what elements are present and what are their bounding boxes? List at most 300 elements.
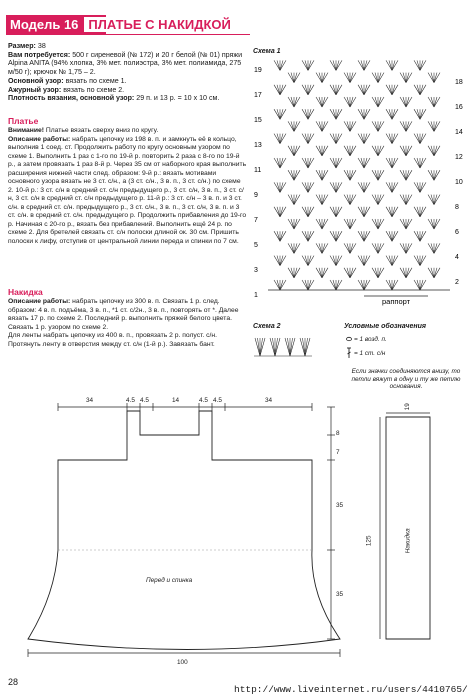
dc-stitch xyxy=(420,158,423,168)
dc-stitch xyxy=(406,219,412,229)
dc-stitch xyxy=(305,256,308,266)
dc-stitch xyxy=(305,207,308,217)
dc-stitch xyxy=(274,60,280,70)
dc-stitch xyxy=(316,73,322,83)
dc-stitch xyxy=(305,134,308,144)
dc-stitch xyxy=(291,243,294,253)
dc-stitch xyxy=(428,195,434,205)
dc-stitch xyxy=(308,207,311,217)
dc-stitch xyxy=(389,109,392,119)
pattern2-value: вязать по схеме 2. xyxy=(63,85,125,94)
dc-stitch xyxy=(392,158,398,168)
size-value: 38 xyxy=(37,42,46,50)
dc-stitch xyxy=(350,243,356,253)
dc-stitch xyxy=(280,109,283,119)
dc-stitch xyxy=(344,243,350,253)
dc-stitch xyxy=(406,146,412,156)
dc-stitch xyxy=(406,219,409,229)
dc-stitch xyxy=(431,97,434,107)
dc-stitch xyxy=(294,195,300,205)
dc-stitch xyxy=(308,231,311,241)
row-number: 1 xyxy=(254,292,258,299)
dc-stitch xyxy=(274,207,280,217)
dc-stitch xyxy=(434,195,437,205)
dc-stitch xyxy=(350,268,356,278)
dc-stitch xyxy=(316,170,322,180)
dim-right-35-b: 35 xyxy=(336,591,344,598)
dc-stitch xyxy=(280,85,283,95)
dc-stitch xyxy=(358,256,364,266)
scheme2-stitch xyxy=(305,338,310,356)
dc-stitch xyxy=(434,97,440,107)
dc-stitch xyxy=(288,219,294,229)
density-label: Плотность вязания, основной узор: xyxy=(8,94,135,103)
dc-stitch xyxy=(336,85,339,95)
dc-stitch xyxy=(277,134,280,144)
scheme1-repeat-label: раппорт xyxy=(382,297,411,306)
dc-stitch xyxy=(392,134,395,144)
dc-stitch xyxy=(414,207,420,217)
dc-stitch xyxy=(386,207,392,217)
dc-stitch xyxy=(392,207,398,217)
dc-stitch xyxy=(392,109,395,119)
dc-stitch xyxy=(406,121,409,131)
dc-stitch xyxy=(361,109,364,119)
dc-stitch xyxy=(294,146,300,156)
model-title: ПЛАТЬЕ С НАКИДКОЙ xyxy=(84,17,234,32)
dc-stitch xyxy=(434,219,437,229)
dc-stitch xyxy=(417,182,420,192)
dc-stitch xyxy=(375,121,378,131)
scheme2-stitch xyxy=(260,338,263,356)
dc-stitch xyxy=(308,134,311,144)
dc-stitch xyxy=(308,85,311,95)
dc-stitch xyxy=(322,73,325,83)
dc-stitch xyxy=(322,146,325,156)
dc-stitch xyxy=(330,182,336,192)
cape-tie: Для ленты набрать цепочку из 400 в. п., провязать 2 р. полуст. с/н. Протянуть ленту в отверстия между ст. с/н (1-й р.). Завязать бант. xyxy=(8,332,218,348)
scheme2-label: Схема 2 xyxy=(253,323,281,330)
dc-stitch xyxy=(400,73,406,83)
dc-stitch xyxy=(403,195,406,205)
row-number: 9 xyxy=(254,192,258,199)
dc-stitch xyxy=(280,134,286,144)
dc-stitch xyxy=(308,158,314,168)
dc-stitch xyxy=(308,280,311,290)
dc-stitch xyxy=(400,195,406,205)
dc-stitch xyxy=(294,243,297,253)
dc-stitch xyxy=(389,231,392,241)
dc-stitch xyxy=(350,268,353,278)
row-number: 6 xyxy=(455,229,459,236)
dc-stitch xyxy=(333,182,336,192)
dc-stitch xyxy=(347,97,350,107)
dc-stitch xyxy=(336,182,339,192)
dc-stitch xyxy=(392,134,398,144)
dc-stitch xyxy=(378,219,381,229)
dc-stitch xyxy=(392,182,398,192)
dc-stitch xyxy=(361,182,364,192)
dc-stitch xyxy=(308,134,314,144)
dc-stitch xyxy=(302,158,308,168)
dc-stitch xyxy=(417,256,420,266)
dc-stitch xyxy=(414,256,420,266)
pattern1-label: Основной узор: xyxy=(8,76,64,85)
dress-desc: набрать цепочку из 198 в. п. и замкнуть её в кольцо, выполнив 1 соед. ст. Продолжить работу по кругу основным узором по схеме 1. Выполнить 1 раз с 1-го по 19-й р. повторить 2 раза с 8-го по 19-й р., а затем провязать 1 раз 8-й р. Через 35 см от наборного края выполнить расширения нижней части след. образом: 9-й р.: вязать мотивами основного узора вязать не 3 ст. с/н., а (3 ст. с/н., 3 в. п., 3 ст. с/н.) по схеме 2. 10-й р.: 3 ст. с/н в средний ст. с/н предыдущего р., 3 ст. с/н, 3 в. п., 3 ст. с/н, 3 ст. с/н в средний ст. с/н предыдущего р. 11-й р.: 3 ст. с/н – 3 в. п. и 3 ст. с/н. в средний ст. с/н. предыдущего р., 3 ст. с/н., 3 в. п., 3 ст. с/н, 3 в. п. и 3 ст. с/н. в средний ст. с/н. предыдущего р. Продолжить прибавления до 19-го р. Начиная с 20-го р., вязать без прибавлений. Выполнить ещё 24 р. по схеме 2. Для бретелей связать ст. с/н полоски длиной ок. 30 см. Пришить полоски к лифу, отступив от центральной линии переда и спинки по 7 см. xyxy=(8,135,247,245)
dc-stitch xyxy=(400,121,406,131)
dc-stitch xyxy=(280,231,286,241)
dc-stitch xyxy=(274,182,280,192)
dc-stitch xyxy=(336,256,339,266)
dc-stitch xyxy=(417,134,420,144)
dc-stitch xyxy=(386,109,392,119)
dc-stitch xyxy=(308,207,314,217)
dc-stitch xyxy=(358,134,364,144)
dc-stitch xyxy=(291,170,294,180)
dc-stitch xyxy=(392,280,398,290)
dc-stitch xyxy=(333,60,336,70)
dc-stitch xyxy=(389,85,392,95)
dc-stitch xyxy=(333,256,336,266)
dc-stitch xyxy=(291,121,294,131)
dc-stitch xyxy=(364,134,370,144)
row-number: 5 xyxy=(254,242,258,249)
dc-stitch xyxy=(350,170,356,180)
dress-heading: Платье xyxy=(8,116,39,126)
dc-stitch xyxy=(386,256,392,266)
dc-stitch xyxy=(330,134,336,144)
dc-stitch xyxy=(403,146,406,156)
dc-stitch xyxy=(294,121,297,131)
dc-stitch xyxy=(400,170,406,180)
dc-stitch xyxy=(322,219,328,229)
dc-stitch xyxy=(417,280,420,290)
dc-stitch xyxy=(294,219,297,229)
dc-stitch xyxy=(372,243,378,253)
dc-stitch xyxy=(280,85,286,95)
dc-stitch xyxy=(358,207,364,217)
dc-stitch xyxy=(347,195,350,205)
dc-stitch xyxy=(280,256,286,266)
dc-stitch xyxy=(302,231,308,241)
dc-stitch xyxy=(319,243,322,253)
dc-stitch xyxy=(420,256,423,266)
body-label: Перед и спинка xyxy=(146,577,193,584)
dc-stitch xyxy=(361,158,364,168)
scheme2-stitch xyxy=(273,338,276,356)
dc-stitch xyxy=(378,146,381,156)
dc-stitch xyxy=(322,97,328,107)
dc-stitch xyxy=(344,73,350,83)
scheme1-chart xyxy=(252,58,467,310)
dc-stitch xyxy=(308,85,314,95)
dc-stitch xyxy=(420,280,426,290)
dc-stitch xyxy=(330,280,336,290)
dc-stitch xyxy=(431,243,434,253)
dc-stitch xyxy=(280,158,283,168)
dim-top-45-d: 4.5 xyxy=(213,397,222,404)
pattern-schematic xyxy=(0,395,472,675)
dc-stitch xyxy=(417,231,420,241)
dc-stitch xyxy=(316,195,322,205)
dc-stitch xyxy=(274,85,280,95)
dc-stitch xyxy=(350,121,356,131)
dc-stitch xyxy=(417,158,420,168)
dc-stitch xyxy=(305,60,308,70)
dc-stitch xyxy=(434,170,437,180)
dc-stitch xyxy=(330,109,336,119)
dim-top-45-b: 4.5 xyxy=(140,397,149,404)
dc-stitch xyxy=(294,73,297,83)
dc-stitch xyxy=(372,195,378,205)
dim-top-14: 14 xyxy=(172,397,180,404)
dim-right-35-a: 35 xyxy=(336,502,344,509)
dc-stitch xyxy=(375,243,378,253)
dc-stitch xyxy=(308,158,311,168)
dc-stitch xyxy=(294,268,297,278)
dc-stitch xyxy=(375,146,378,156)
dc-stitch xyxy=(428,268,434,278)
dc-stitch xyxy=(420,256,426,266)
dc-stitch xyxy=(347,243,350,253)
dc-stitch xyxy=(361,60,364,70)
dc-stitch xyxy=(361,134,364,144)
dc-stitch xyxy=(347,219,350,229)
dc-stitch xyxy=(322,243,328,253)
dc-stitch xyxy=(372,121,378,131)
dc-stitch xyxy=(319,170,322,180)
dc-stitch xyxy=(308,256,314,266)
dc-stitch xyxy=(420,60,426,70)
scheme2-stitch xyxy=(290,338,295,356)
dc-stitch xyxy=(420,85,426,95)
dc-stitch xyxy=(406,170,409,180)
dc-stitch xyxy=(392,207,395,217)
density-value: 29 п. и 13 р. = 10 х 10 см. xyxy=(136,94,220,103)
dc-stitch xyxy=(406,268,409,278)
dc-stitch xyxy=(280,182,286,192)
dc-stitch xyxy=(428,243,434,253)
scheme2-stitch xyxy=(255,338,260,356)
dc-stitch xyxy=(330,256,336,266)
dim-bottom-100: 100 xyxy=(177,659,188,666)
dc-stitch xyxy=(364,280,367,290)
dc-stitch xyxy=(322,73,328,83)
dc-stitch xyxy=(403,121,406,131)
pattern2-label: Ажурный узор: xyxy=(8,85,62,94)
dc-stitch xyxy=(316,97,322,107)
cape-desc: набрать цепочку из 300 в. п. Связать 1 р. след. образом: 4 в. п. подъёма, 3 в. п., *1 ст. с/2н., 3 в. п., повторять от *. Далее вязать 17 р. по схеме 2. Последний р. выполнить пряжей белого цвета. Связать 1 р. узором по схеме 2. xyxy=(8,298,239,331)
dc-stitch xyxy=(364,207,367,217)
dc-stitch xyxy=(364,109,367,119)
row-number: 8 xyxy=(455,204,459,211)
dc-stitch xyxy=(414,60,420,70)
dc-stitch xyxy=(364,60,370,70)
dc-stitch xyxy=(420,134,423,144)
dc-stitch xyxy=(372,146,378,156)
dc-stitch xyxy=(420,109,423,119)
row-number: 17 xyxy=(254,92,262,99)
dc-stitch xyxy=(347,146,350,156)
dc-stitch xyxy=(344,97,350,107)
dc-stitch xyxy=(316,268,322,278)
dc-stitch xyxy=(414,85,420,95)
dc-stitch xyxy=(420,231,423,241)
dc-stitch xyxy=(319,219,322,229)
dc-stitch xyxy=(414,182,420,192)
dc-stitch xyxy=(389,60,392,70)
dc-stitch xyxy=(378,170,381,180)
dc-stitch xyxy=(347,121,350,131)
dc-stitch xyxy=(364,207,370,217)
dc-stitch xyxy=(386,182,392,192)
pattern1-value: вязать по схеме 1. xyxy=(65,76,127,85)
dc-stitch xyxy=(378,243,381,253)
dc-stitch xyxy=(434,97,437,107)
dc-stitch xyxy=(434,195,440,205)
dc-stitch xyxy=(358,182,364,192)
dc-stitch xyxy=(294,170,300,180)
dc-stitch xyxy=(277,182,280,192)
dc-stitch xyxy=(350,146,353,156)
dc-stitch xyxy=(336,182,342,192)
dc-stitch xyxy=(392,231,395,241)
dc-stitch xyxy=(406,97,409,107)
dc-stitch xyxy=(336,60,342,70)
dc-stitch xyxy=(392,256,395,266)
dc-stitch xyxy=(361,231,364,241)
dress-note-label: Внимание! xyxy=(8,127,44,134)
dc-stitch xyxy=(414,280,420,290)
model-number: Модель 16 xyxy=(10,17,79,32)
dc-stitch xyxy=(400,97,406,107)
dc-stitch xyxy=(364,256,367,266)
dc-stitch xyxy=(347,73,350,83)
dc-stitch xyxy=(406,268,412,278)
dc-stitch xyxy=(274,158,280,168)
dc-stitch xyxy=(280,182,283,192)
cape-dim-side-label: 125 xyxy=(365,535,373,547)
dc-stitch xyxy=(277,280,280,290)
dc-stitch xyxy=(294,243,300,253)
dc-stitch xyxy=(291,146,294,156)
dc-stitch xyxy=(333,207,336,217)
legend-note: Если значки соединяются внизу, то петли вяжут в одну и ту же петлю основания. xyxy=(351,368,461,391)
dc-stitch xyxy=(364,231,367,241)
dc-stitch xyxy=(406,146,409,156)
dc-stitch xyxy=(319,268,322,278)
dim-top-34-right: 34 xyxy=(265,397,273,404)
dc-stitch xyxy=(378,219,384,229)
dc-stitch xyxy=(280,280,286,290)
dc-stitch xyxy=(389,256,392,266)
dc-stitch xyxy=(434,121,440,131)
dc-stitch xyxy=(288,170,294,180)
dc-stitch xyxy=(280,256,283,266)
chain-stitch-icon xyxy=(347,337,352,340)
dc-stitch xyxy=(319,121,322,131)
dc-stitch xyxy=(392,85,398,95)
row-number: 16 xyxy=(455,104,463,111)
dc-stitch xyxy=(350,73,353,83)
dc-stitch xyxy=(392,60,398,70)
dc-stitch xyxy=(350,170,353,180)
dc-stitch xyxy=(291,195,294,205)
dc-stitch xyxy=(389,207,392,217)
dc-stitch xyxy=(378,268,381,278)
dc-stitch xyxy=(420,85,423,95)
row-number: 4 xyxy=(455,254,459,261)
dc-stitch xyxy=(344,219,350,229)
dc-stitch xyxy=(378,121,384,131)
dc-stitch xyxy=(288,97,294,107)
dc-stitch xyxy=(336,60,339,70)
dc-stitch xyxy=(344,146,350,156)
dc-stitch xyxy=(336,134,342,144)
dc-stitch xyxy=(280,158,286,168)
dc-stitch xyxy=(274,134,280,144)
dc-stitch xyxy=(403,243,406,253)
dc-stitch xyxy=(403,170,406,180)
header-title xyxy=(10,15,235,34)
dc-stitch xyxy=(336,109,342,119)
scheme2-stitch xyxy=(275,338,278,356)
dc-stitch xyxy=(319,97,322,107)
dc-stitch xyxy=(291,219,294,229)
dc-stitch xyxy=(333,158,336,168)
dc-stitch xyxy=(330,85,336,95)
dc-stitch xyxy=(316,121,322,131)
scheme2-stitch xyxy=(288,338,291,356)
dc-stitch xyxy=(406,121,412,131)
dc-stitch xyxy=(302,207,308,217)
dc-stitch xyxy=(406,73,409,83)
dc-stitch xyxy=(406,73,412,83)
dc-stitch xyxy=(288,268,294,278)
dc-stitch xyxy=(294,121,300,131)
dc-stitch xyxy=(420,60,423,70)
dc-stitch xyxy=(428,219,434,229)
dc-stitch xyxy=(305,158,308,168)
dc-stitch xyxy=(322,97,325,107)
dc-stitch xyxy=(308,256,311,266)
dc-stitch xyxy=(288,195,294,205)
dc-stitch xyxy=(280,231,283,241)
materials-label: Вам потребуется: xyxy=(8,50,71,59)
dc-stitch xyxy=(403,97,406,107)
row-number: 10 xyxy=(455,179,463,186)
scheme2-stitch xyxy=(290,338,293,356)
dc-stitch xyxy=(400,219,406,229)
dc-stitch xyxy=(372,170,378,180)
cape-heading: Накидка xyxy=(8,287,43,297)
dc-stitch xyxy=(274,256,280,266)
dc-stitch xyxy=(308,109,314,119)
dc-stitch xyxy=(322,219,325,229)
dc-stitch xyxy=(434,243,440,253)
dc-stitch xyxy=(277,231,280,241)
row-number: 3 xyxy=(254,267,258,274)
dc-stitch xyxy=(308,280,314,290)
dc-stitch xyxy=(294,97,300,107)
dc-stitch xyxy=(431,146,434,156)
dc-stitch xyxy=(302,182,308,192)
dc-stitch xyxy=(389,182,392,192)
dc-stitch xyxy=(308,182,311,192)
dc-stitch xyxy=(350,97,353,107)
dc-stitch xyxy=(294,268,300,278)
cape-dim-top-label: 19 xyxy=(403,403,411,411)
